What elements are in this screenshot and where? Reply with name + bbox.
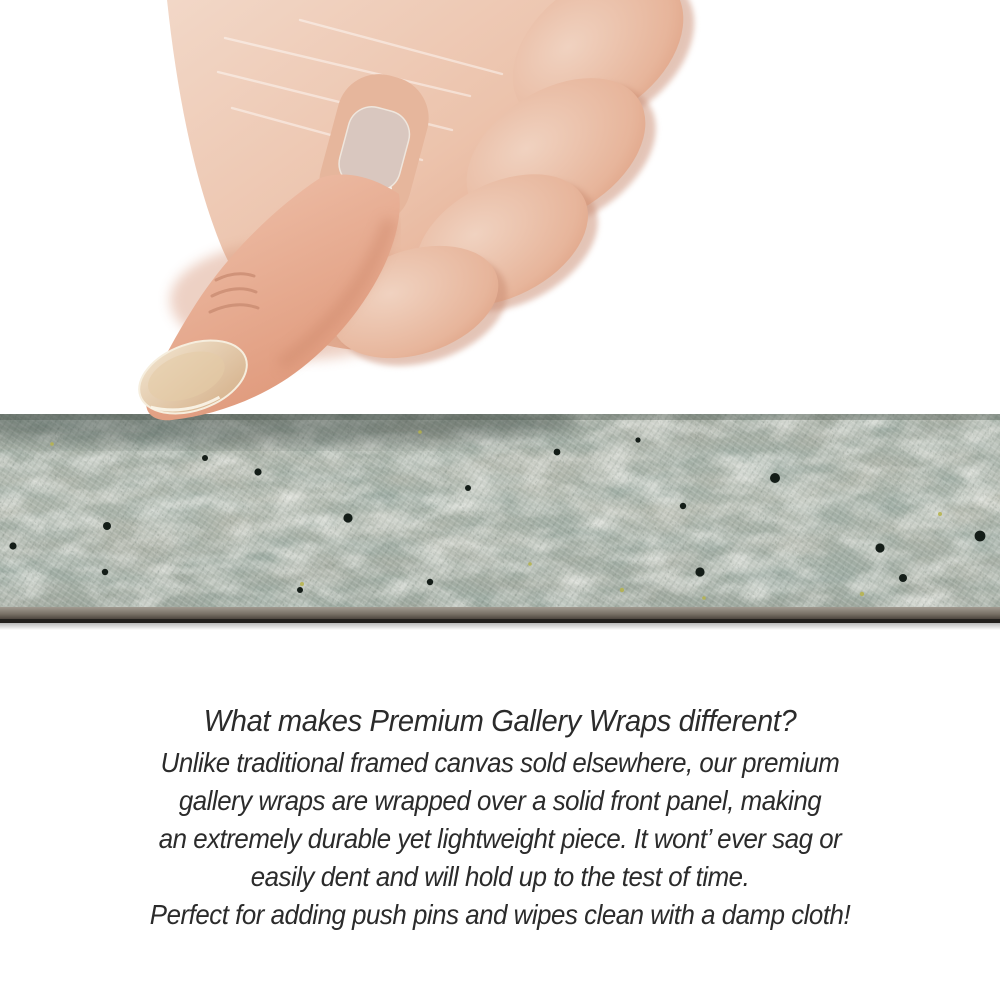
info-line-3: an extremely durable yet lightweight piece. It wont’ ever sag or [158, 823, 842, 854]
canvas-strip [0, 414, 1000, 630]
canvas-strip-graphic [0, 414, 1000, 630]
info-line-2: gallery wraps are wrapped over a solid front panel, making [178, 785, 822, 816]
canvas-texture [0, 414, 1000, 608]
hand-graphic [0, 0, 720, 440]
strip-bottom-edge [0, 607, 1000, 630]
hand-illustration [0, 0, 720, 440]
info-line-5: Perfect for adding push pins and wipes clean with a damp cloth! [149, 899, 851, 930]
info-line-4: easily dent and will hold up to the test of time. [250, 861, 750, 892]
info-line-1: Unlike traditional framed canvas sold elsewhere, our premium [160, 747, 840, 778]
info-heading: What makes Premium Gallery Wraps different? [203, 703, 797, 738]
info-section [30, 701, 970, 934]
